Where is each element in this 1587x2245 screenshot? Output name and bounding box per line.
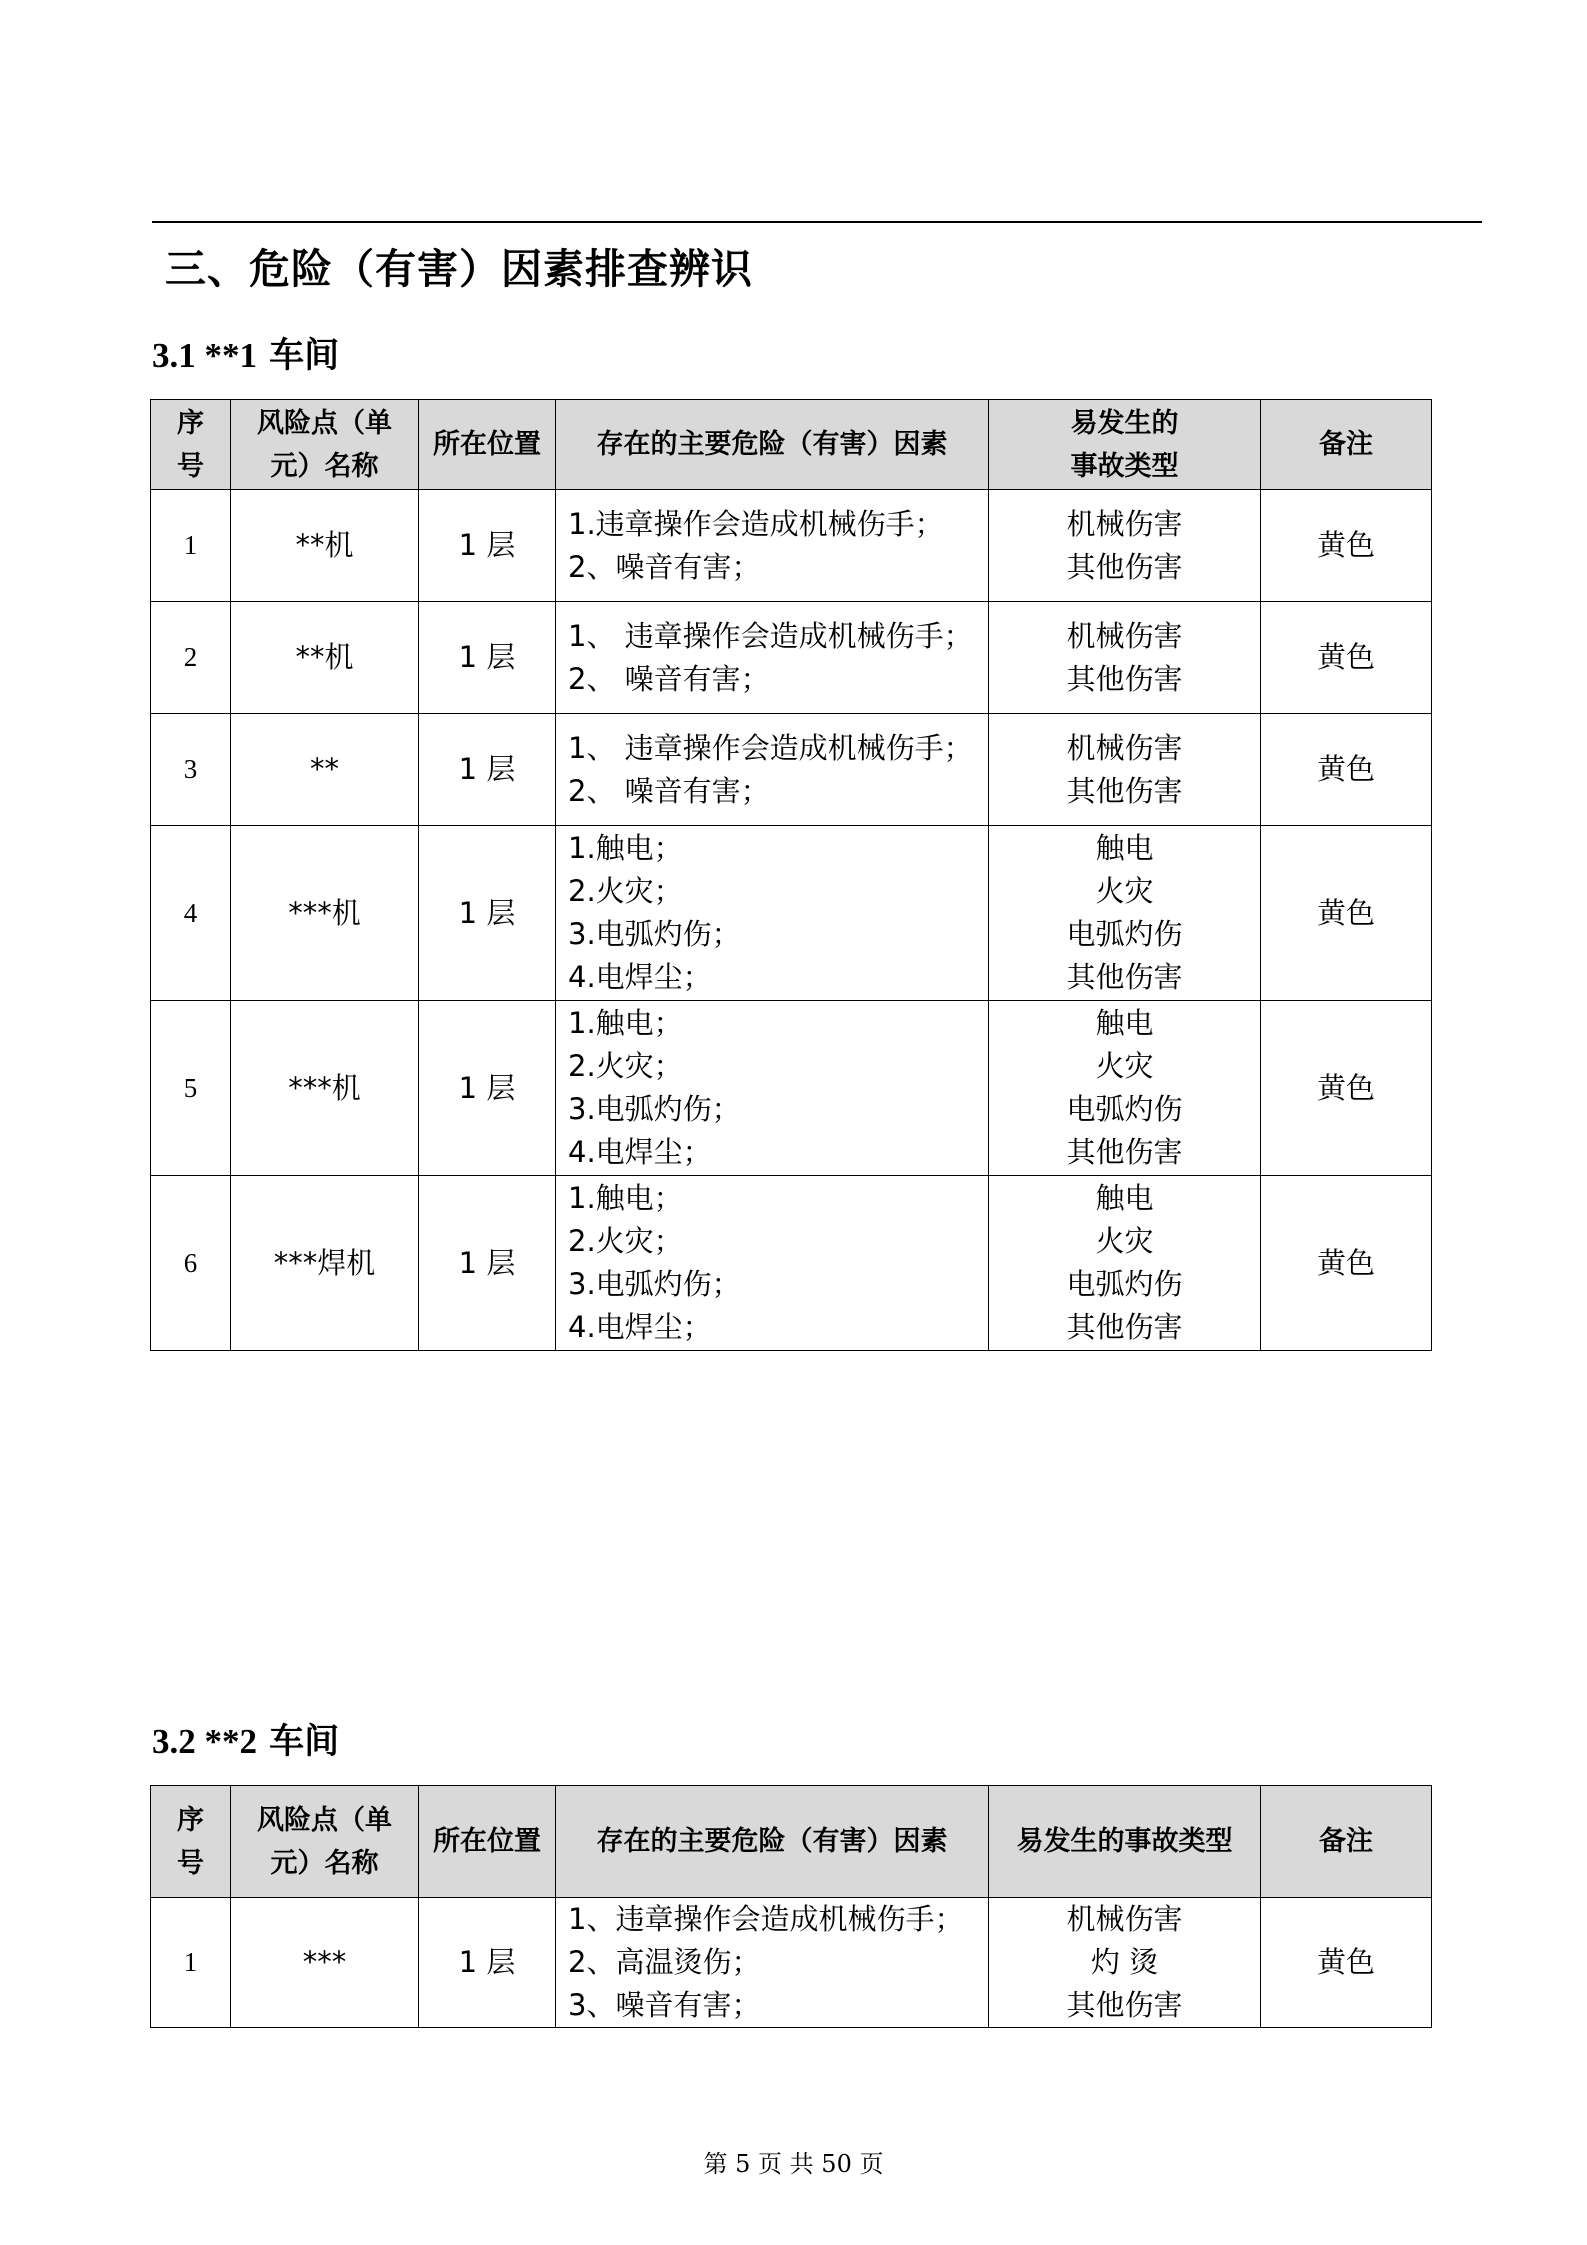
hazard-factor-line: 1、 违章操作会造成机械伤手； bbox=[568, 730, 973, 765]
header-seq bbox=[151, 400, 231, 490]
risk-table-1 bbox=[150, 399, 1432, 1351]
remark-cell: 黄色 bbox=[1261, 1898, 1432, 2028]
header-risk-point-line: 风险点（单 bbox=[257, 1804, 392, 1836]
remark-cell: 黄色 bbox=[1261, 826, 1432, 1001]
accident-type-line: 触电 bbox=[1095, 831, 1154, 865]
hazard-factor-line: 3、噪音有害； bbox=[568, 1988, 761, 2022]
accident-type-line: 其他伤害 bbox=[1066, 960, 1183, 994]
hazard-factors-cell bbox=[556, 714, 989, 826]
accident-type-cell bbox=[989, 602, 1261, 714]
location-cell: 1 层 bbox=[419, 1001, 556, 1176]
seq-cell: 1 bbox=[151, 1898, 231, 2028]
hazard-factor-line: 2.火灾； bbox=[568, 874, 683, 908]
hazard-factor-line: 2、 噪音有害； bbox=[568, 661, 770, 696]
hazard-factors-cell bbox=[556, 1176, 989, 1351]
header-risk-point bbox=[231, 400, 419, 490]
table-row bbox=[151, 602, 1432, 714]
location-cell: 1 层 bbox=[419, 1176, 556, 1351]
section-heading-1 bbox=[152, 328, 339, 378]
accident-type-line: 其他伤害 bbox=[1066, 1135, 1183, 1169]
header-rule bbox=[152, 221, 1482, 223]
header-risk-point-line: 风险点（单 bbox=[257, 407, 392, 439]
remark-cell: 黄色 bbox=[1261, 1176, 1432, 1351]
risk-point-cell: ***机 bbox=[231, 826, 419, 1001]
accident-type-cell bbox=[989, 714, 1261, 826]
accident-type-line: 电弧灼伤 bbox=[1066, 917, 1183, 951]
hazard-factors-cell bbox=[556, 490, 989, 602]
accident-type-line: 其他伤害 bbox=[1066, 1310, 1183, 1344]
header-seq-line: 序 bbox=[177, 1804, 204, 1836]
hazard-factor-line: 1.触电； bbox=[568, 831, 683, 865]
accident-type-cell bbox=[989, 1898, 1261, 2028]
hazard-factor-line: 2、高温烫伤； bbox=[568, 1945, 761, 1979]
accident-type-line: 电弧灼伤 bbox=[1066, 1267, 1183, 1301]
seq-cell: 6 bbox=[151, 1176, 231, 1351]
accident-type-line: 灼 烫 bbox=[1090, 1945, 1159, 1979]
risk-point-cell: *** bbox=[231, 1898, 419, 2028]
table-row bbox=[151, 1176, 1432, 1351]
hazard-factor-line: 1.触电； bbox=[568, 1181, 683, 1215]
hazard-factor-line: 4.电焊尘； bbox=[568, 1135, 712, 1169]
location-cell: 1 层 bbox=[419, 826, 556, 1001]
hazard-factor-line: 3.电弧灼伤； bbox=[568, 917, 741, 951]
header-seq bbox=[151, 1786, 231, 1898]
accident-type-line: 机械伤害 bbox=[1066, 618, 1183, 653]
seq-cell: 5 bbox=[151, 1001, 231, 1176]
table-row bbox=[151, 1898, 1432, 2028]
table-row bbox=[151, 490, 1432, 602]
header-location: 所在位置 bbox=[419, 1786, 556, 1898]
hazard-factor-line: 2.火灾； bbox=[568, 1049, 683, 1083]
seq-cell: 1 bbox=[151, 490, 231, 602]
section-heading-number: 3.2 **2 bbox=[152, 1722, 257, 1761]
hazard-factors-cell bbox=[556, 602, 989, 714]
section-heading-label: 车间 bbox=[257, 336, 340, 376]
header-accident-type-line: 事故类型 bbox=[1070, 450, 1179, 482]
header-risk-point-line: 元）名称 bbox=[270, 1847, 379, 1879]
location-cell: 1 层 bbox=[419, 602, 556, 714]
risk-point-cell: **机 bbox=[231, 602, 419, 714]
section-heading-number: 3.1 **1 bbox=[152, 336, 257, 375]
header-risk-point-line: 元）名称 bbox=[270, 450, 379, 482]
accident-type-line: 火灾 bbox=[1095, 1049, 1154, 1083]
hazard-factor-line: 4.电焊尘； bbox=[568, 960, 712, 994]
hazard-factors-cell bbox=[556, 826, 989, 1001]
table-header-row bbox=[151, 400, 1432, 490]
header-seq-line: 号 bbox=[177, 1847, 204, 1879]
accident-type-line: 其他伤害 bbox=[1066, 1988, 1183, 2022]
hazard-factor-line: 1、违章操作会造成机械伤手； bbox=[568, 1902, 964, 1936]
page-title: 三、危险（有害）因素排查辨识 bbox=[165, 245, 753, 293]
accident-type-line: 机械伤害 bbox=[1066, 730, 1183, 765]
remark-cell: 黄色 bbox=[1261, 602, 1432, 714]
accident-type-line: 其他伤害 bbox=[1066, 773, 1183, 808]
seq-cell: 2 bbox=[151, 602, 231, 714]
accident-type-cell bbox=[989, 490, 1261, 602]
header-risk-point bbox=[231, 1786, 419, 1898]
table-row bbox=[151, 826, 1432, 1001]
header-seq-line: 序 bbox=[177, 407, 204, 439]
hazard-factor-line: 2.火灾； bbox=[568, 1224, 683, 1258]
remark-cell: 黄色 bbox=[1261, 1001, 1432, 1176]
header-remark: 备注 bbox=[1261, 1786, 1432, 1898]
hazard-factor-line: 3.电弧灼伤； bbox=[568, 1092, 741, 1126]
header-accident-type-line: 易发生的 bbox=[1070, 407, 1179, 439]
hazard-factor-line: 4.电焊尘； bbox=[568, 1310, 712, 1344]
table-row bbox=[151, 714, 1432, 826]
accident-type-line: 机械伤害 bbox=[1066, 506, 1183, 541]
seq-cell: 3 bbox=[151, 714, 231, 826]
risk-point-cell: ** bbox=[231, 714, 419, 826]
hazard-factor-line: 2、噪音有害； bbox=[568, 549, 761, 584]
header-accident-type-line: 易发生的事故类型 bbox=[1016, 1826, 1233, 1857]
page-footer: 第 5 页 共 50 页 bbox=[703, 2150, 884, 2178]
header-hazard-factors: 存在的主要危险（有害）因素 bbox=[556, 400, 989, 490]
hazard-factors-cell bbox=[556, 1001, 989, 1176]
risk-table-2 bbox=[150, 1785, 1432, 2028]
hazard-factor-line: 1.触电； bbox=[568, 1006, 683, 1040]
accident-type-cell bbox=[989, 1001, 1261, 1176]
table-header-row bbox=[151, 1786, 1432, 1898]
table-row bbox=[151, 1001, 1432, 1176]
risk-point-cell: **机 bbox=[231, 490, 419, 602]
remark-cell: 黄色 bbox=[1261, 714, 1432, 826]
seq-cell: 4 bbox=[151, 826, 231, 1001]
hazard-factor-line: 2、 噪音有害； bbox=[568, 773, 770, 808]
hazard-factor-line: 1、 违章操作会造成机械伤手； bbox=[568, 618, 973, 653]
header-hazard-factors: 存在的主要危险（有害）因素 bbox=[556, 1786, 989, 1898]
header-seq-line: 号 bbox=[177, 450, 204, 482]
header-accident-type bbox=[989, 400, 1261, 490]
accident-type-line: 火灾 bbox=[1095, 874, 1154, 908]
accident-type-cell bbox=[989, 826, 1261, 1001]
hazard-factors-cell bbox=[556, 1898, 989, 2028]
accident-type-line: 触电 bbox=[1095, 1181, 1154, 1215]
accident-type-line: 电弧灼伤 bbox=[1066, 1092, 1183, 1126]
risk-point-cell: ***机 bbox=[231, 1001, 419, 1176]
accident-type-line: 触电 bbox=[1095, 1006, 1154, 1040]
remark-cell: 黄色 bbox=[1261, 490, 1432, 602]
accident-type-line: 机械伤害 bbox=[1066, 1902, 1183, 1936]
hazard-factor-line: 3.电弧灼伤； bbox=[568, 1267, 741, 1301]
section-heading-label: 车间 bbox=[257, 1722, 340, 1762]
header-remark: 备注 bbox=[1261, 400, 1432, 490]
accident-type-line: 其他伤害 bbox=[1066, 661, 1183, 696]
accident-type-line: 其他伤害 bbox=[1066, 549, 1183, 584]
hazard-factor-line: 1.违章操作会造成机械伤手； bbox=[568, 506, 944, 541]
location-cell: 1 层 bbox=[419, 490, 556, 602]
accident-type-cell bbox=[989, 1176, 1261, 1351]
accident-type-line: 火灾 bbox=[1095, 1224, 1154, 1258]
header-accident-type bbox=[989, 1786, 1261, 1898]
section-heading-2 bbox=[152, 1714, 339, 1764]
header-location: 所在位置 bbox=[419, 400, 556, 490]
location-cell: 1 层 bbox=[419, 1898, 556, 2028]
risk-point-cell: ***焊机 bbox=[231, 1176, 419, 1351]
location-cell: 1 层 bbox=[419, 714, 556, 826]
